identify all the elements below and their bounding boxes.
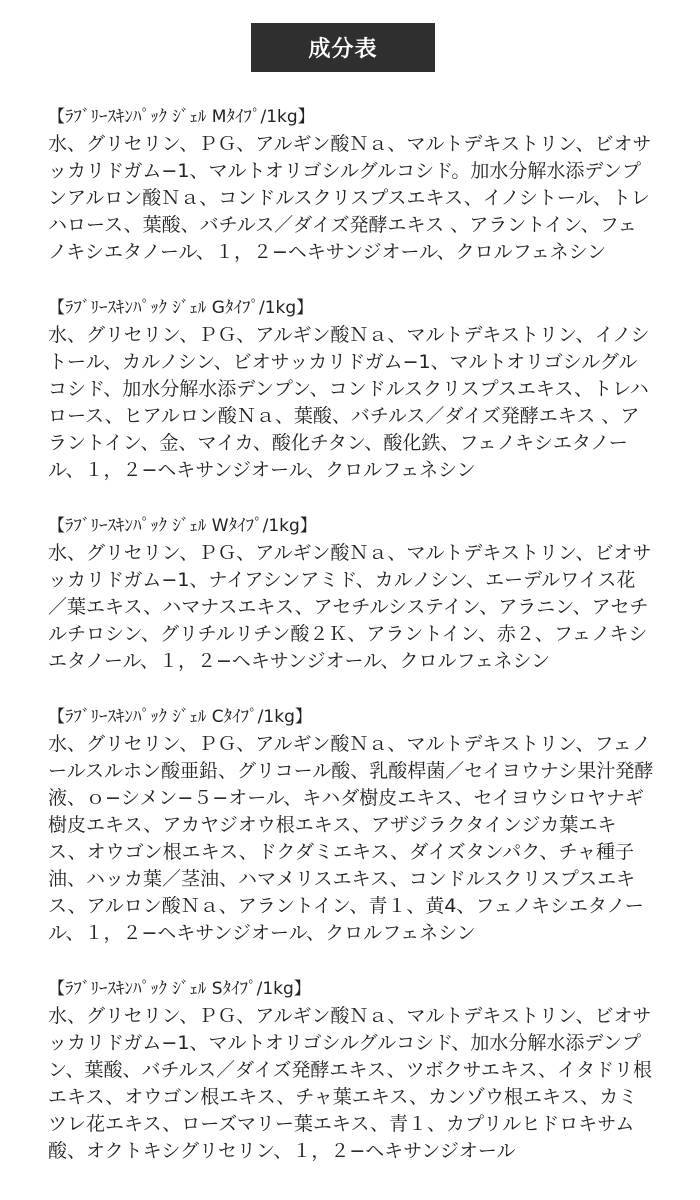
section-s-type [48,976,654,1165]
section-c-type [48,704,654,947]
section-g-type [48,295,654,484]
section-heading: 【ﾗﾌﾞﾘｰｽｷﾝﾊﾟｯｸ ｼﾞｪﾙ Gﾀｲﾌﾟ/1kg】 [48,298,314,318]
ingredient-list [48,104,654,1194]
ingredients-text: 水、グリセリン、ＰＧ、アルギン酸Ｎａ、マルトデキストリン、ビオサッカリドガム−1、マルトオリゴシルグルコシド、加水分解水添デンプン、葉酸、バチルス／ダイズ発酵エキス、ツボクサエキス、イタドリ根エキス、オウゴン根エキス、チャ葉エキス、カンゾウ根エキス、カミツレ花エキス、ローズマリー葉エキス、青１、カプリルヒドロキサム酸、オクトキシグリセリン、１，２−ヘキサンジオール [48,1005,653,1162]
ingredients-text: 水、グリセリン、ＰＧ、アルギン酸Ｎａ、マルトデキストリン、イノシトール、カルノシン、ビオサッカリドガム−1、マルトオリゴシルグルコシド、加水分解水添デンプン、コンドルスクリスプスエキス、トレハロース、ヒアルロン酸Ｎａ、葉酸、バチルス／ダイズ発酵エキス 、アラントイン、金、マイカ、酸化チタン、酸化鉄、フェノキシエタノール、１，２−ヘキサンジオール、クロルフェネシン [48,324,650,481]
section-heading: 【ﾗﾌﾞﾘｰｽｷﾝﾊﾟｯｸ ｼﾞｪﾙ Mﾀｲﾌﾟ/1kg】 [48,107,315,127]
section-heading: 【ﾗﾌﾞﾘｰｽｷﾝﾊﾟｯｸ ｼﾞｪﾙ Wﾀｲﾌﾟ/1kg】 [48,516,317,536]
ingredients-text: 水、グリセリン、ＰＧ、アルギン酸Ｎａ、マルトデキストリン、フェノールスルホン酸亜鉛、グリコール酸、乳酸桿菌／セイヨウナシ果汁発酵液、ｏ−シメン−５−オール、キハダ樹皮エキス、セイヨウシロヤナギ樹皮エキス、アカヤジオウ根エキス、アザジラクタインジカ葉エキス、オウゴン根エキス、ドクダミエキス、ダイズタンパク、チャ種子油、ハッカ葉／茎油、ハマメリスエキス、コンドルスクリスプスエキス、アルロン酸Ｎａ、アラントイン、青１、黄4、フェノキシエタノール、１，２−ヘキサンジオール、クロルフェネシン [48,733,654,944]
section-heading: 【ﾗﾌﾞﾘｰｽｷﾝﾊﾟｯｸ ｼﾞｪﾙ Sﾀｲﾌﾟ/1kg】 [48,979,311,999]
section-m-type [48,104,654,266]
ingredients-text: 水、グリセリン、ＰＧ、アルギン酸Ｎａ、マルトデキストリン、ビオサッカリドガム−1、ナイアシンアミド、カルノシン、エーデルワイス花／葉エキス、ハマナスエキス、アセチルシステイン、アラニン、アセチルチロシン、グリチルリチン酸２Ｋ、アラントイン、赤２、フェノキシエタノール、１，２−ヘキサンジオール、クロルフェネシン [48,542,652,672]
page-title: 成分表 [251,23,435,72]
ingredients-text: 水、グリセリン、ＰＧ、アルギン酸Ｎａ、マルトデキストリン、ビオサッカリドガム−1、マルトオリゴシルグルコシド。加水分解水添デンプンアルロン酸Ｎａ、コンドルスクリスプスエキス、イノシトール、トレハロース、葉酸、バチルス／ダイズ発酵エキス 、アラントイン、フェノキシエタノール、１，２−ヘキサンジオール、クロルフェネシン [48,133,652,263]
section-w-type [48,513,654,675]
section-heading: 【ﾗﾌﾞﾘｰｽｷﾝﾊﾟｯｸ ｼﾞｪﾙ Cﾀｲﾌﾟ/1kg】 [48,707,312,727]
